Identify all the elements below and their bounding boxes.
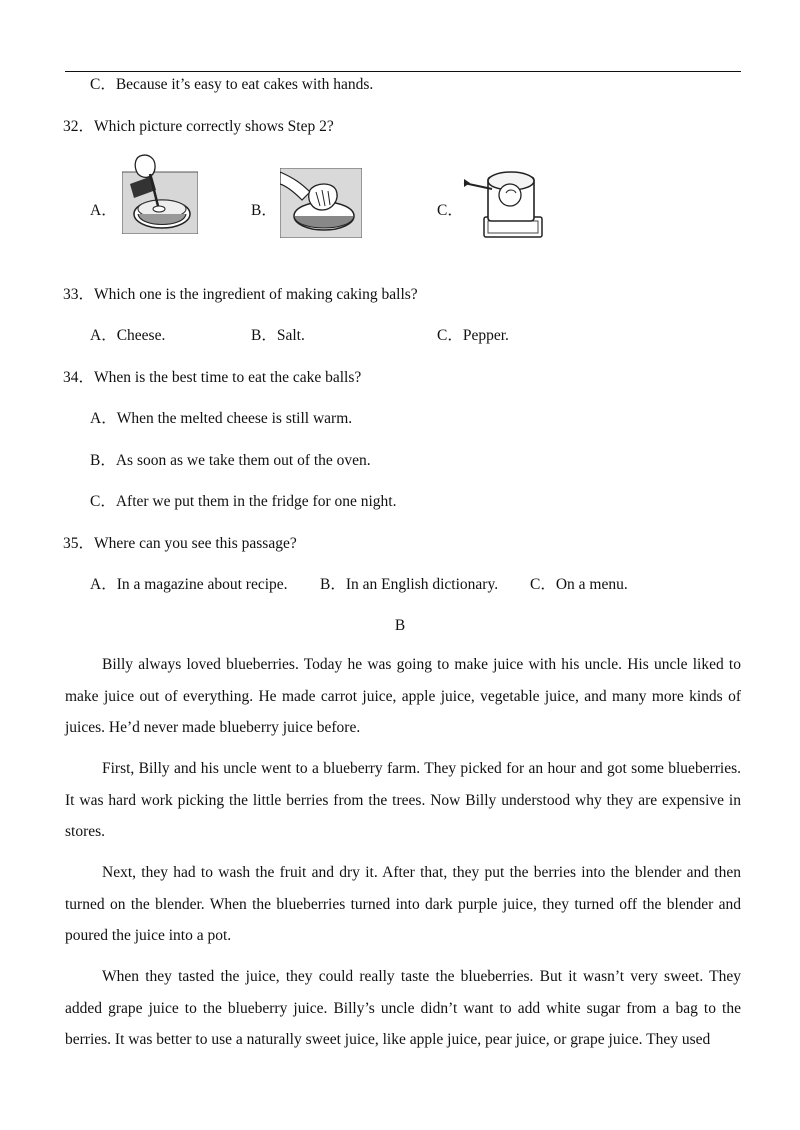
q35-option-c: C．On a menu. [530, 576, 628, 593]
passage-b-paragraph: When they tasted the juice, they could really taste the blueberries. But it wasn’t very sweet. They added grape juice to the blueberry juice. Billy’s uncle didn’t want to add white sugar from a bag to the berries. It was better to use a naturally sweet juice, like apple juice, pear juice, or grape juice. They used [65, 968, 741, 1048]
q34-option-a: A．When the melted cheese is still warm. [90, 410, 353, 427]
header-rule [65, 71, 741, 72]
q35-option-a: A．In a magazine about recipe. [90, 576, 288, 593]
passage-b-paragraph: Billy always loved blueberries. Today he was going to make juice with his uncle. His uncle liked to make juice out of everything. He made carrot juice, apple juice, vegetable juice, and many more kinds of juices. He’d never made blueberry juice before. [65, 656, 741, 736]
q33-option-b: B．Salt. [251, 327, 305, 344]
q35-question: 35．Where can you see this passage? [63, 535, 297, 552]
q34-option-b: B．As soon as we take them out of the oven. [90, 452, 371, 469]
q33-option-a: A．Cheese. [90, 327, 166, 344]
passage-b-paragraph: First, Billy and his uncle went to a blueberry farm. They picked for an hour and got some blueberries. It was hard work picking the little berries from the trees. Now Billy understood why they are expensive in stores. [65, 760, 741, 840]
q31-option-c: C．Because it’s easy to eat cakes with hands. [90, 76, 374, 93]
passage-b-heading: B [394, 617, 406, 634]
q32-label-c: C． [437, 202, 463, 219]
q34-option-c: C．After we put them in the fridge for one night. [90, 493, 397, 510]
q32-picture-c [462, 165, 544, 241]
q34-question: 34．When is the best time to eat the cake balls? [63, 369, 362, 386]
q33-question: 33．Which one is the ingredient of making caking balls? [63, 286, 418, 303]
q32-question: 32．Which picture correctly shows Step 2? [63, 118, 334, 135]
passage-b-paragraph: Next, they had to wash the fruit and dry it. After that, they put the berries into the blender and then turned on the blender. When the blueberries turned into dark purple juice, they turned off the blender and poured the juice into a pot. [65, 864, 741, 944]
q32-picture-b [280, 168, 362, 238]
q33-option-c: C．Pepper. [437, 327, 509, 344]
q32-label-b: B． [251, 202, 277, 219]
q32-label-a: A． [90, 202, 117, 219]
q32-picture-a [122, 154, 198, 234]
q35-option-b: B．In an English dictionary. [320, 576, 499, 593]
